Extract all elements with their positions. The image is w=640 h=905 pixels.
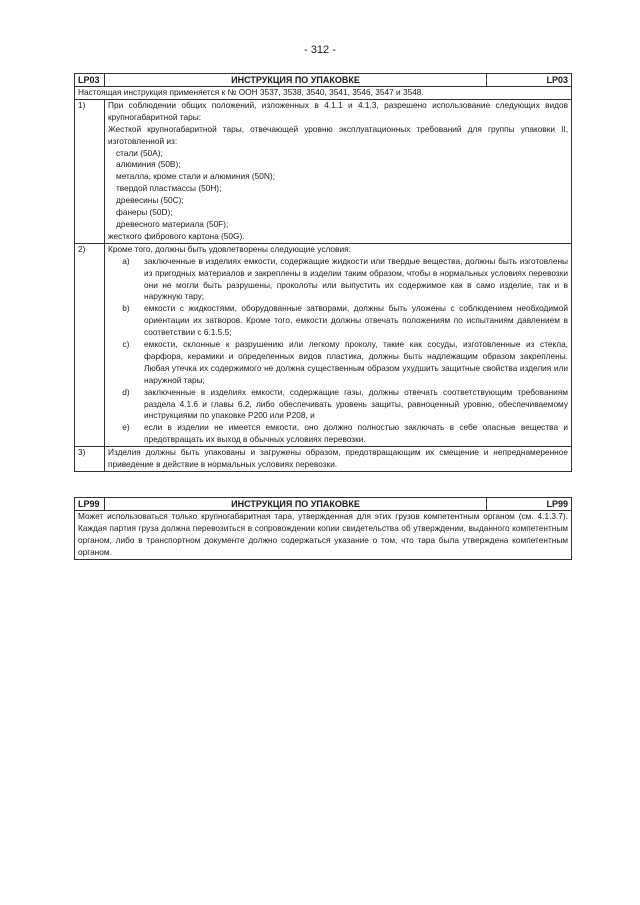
condition-text: емкости с жидкостями, оборудованные затворами, должны быть уложены с соблюдением необходимой ориентации их затворов. Кроме того, емкости должны отвечать положениям по испытаниям давлением в соответствии с 6.1.5.5;	[144, 303, 568, 338]
material-item: древесины (50C);	[116, 195, 184, 206]
lp99-code-left: LP99	[75, 498, 105, 511]
lp03-code-left: LP03	[75, 74, 105, 87]
lp99-body-row	[75, 511, 572, 560]
lp99-code-right: LP99	[487, 498, 572, 511]
condition-letter: b)	[122, 303, 130, 314]
condition-item	[108, 339, 568, 387]
condition-text: емкости, склонные к разрушению или легкому проколу, такие как сосуды, изготовленные из стекла, фарфора, керамики и определенных видов пластика, должны быть надлежащим образом закреплены. Любая утечка их содержимого не должна существенным образом ухудшить защитные свойства изделия или наружной тары;	[144, 339, 568, 385]
paragraph-body	[105, 99, 572, 243]
lp99-text: Может использоваться только крупногабаритная тара, утвержденная для этих грузов компетентным органом (см. 4.1.3.7). Каждая партия груза должна перевозиться в сопровождении копии свидетельства об утверждении, выданного компетентным органом, либо в транспортном документе должно содержаться указание о том, что тара была утверждена компетентным органом.	[75, 511, 572, 560]
lp99-header-row	[75, 498, 572, 511]
material-item: стали (50A);	[116, 147, 163, 158]
lp03-paragraph-1	[75, 99, 572, 243]
paragraph-text: Изделия должны быть упакованы и загружены образом, предотвращающим их смещение и непреднамеренное приведение в действие в нормальных условиях перевозки.	[105, 447, 572, 472]
condition-text: заключенные в изделиях емкости, содержащие жидкости или твердые вещества, должны быть изготовлены из пригодных материалов и закреплены в изделии таким образом, чтобы в нормальных условиях перевозки они не могли быть разрушены, проколоты или выпустить их содержимое как в само изделие, так и в наружную тару;	[144, 255, 568, 302]
lp99-title: ИНСТРУКЦИЯ ПО УПАКОВКЕ	[105, 498, 487, 511]
condition-text: если в изделии не имеется емкости, оно должно полностью заключать в себе опасные вещества и предотвращать их выход в обычных условиях перевозки.	[144, 422, 568, 445]
condition-item	[108, 387, 568, 423]
lp03-paragraph-2	[75, 243, 572, 446]
lp03-paragraph-3	[75, 447, 572, 472]
lp03-intro: Настоящая инструкция применяется к № ООН 3537, 3538, 3540, 3541, 3546, 3547 и 3548.	[75, 87, 572, 100]
material-item: металла, кроме стали и алюминия (50N);	[116, 171, 275, 182]
condition-item	[108, 303, 568, 339]
condition-item	[108, 422, 568, 446]
lp03-intro-row	[75, 87, 572, 100]
condition-letter: d)	[122, 386, 130, 397]
paragraph-number: 1)	[75, 99, 105, 243]
paragraph-text: При соблюдении общих положений, изложенных в 4.1.1 и 4.1.3, разрешено использование следующих видов крупногабаритной тары:	[108, 99, 568, 122]
material-item: жесткого фибрового картона (50G).	[108, 230, 245, 241]
paragraph-number: 2)	[75, 243, 105, 446]
paragraph-number: 3)	[75, 447, 105, 472]
material-item: фанеры (50D);	[116, 207, 173, 218]
condition-item	[108, 256, 568, 304]
lp03-title: ИНСТРУКЦИЯ ПО УПАКОВКЕ	[105, 74, 487, 87]
condition-letter: c)	[122, 339, 130, 350]
paragraph-body	[105, 243, 572, 446]
packing-instruction-lp99	[74, 497, 572, 560]
page-number: - 312 -	[304, 44, 336, 56]
condition-letter: e)	[122, 422, 130, 433]
paragraph-text: Кроме того, должны быть удовлетворены следующие условия:	[108, 243, 351, 254]
lp03-header-row	[75, 74, 572, 87]
material-item: древесного материала (50F);	[116, 218, 229, 229]
material-item: твердой пластмассы (50H);	[116, 183, 222, 194]
material-item: алюминия (50B);	[116, 159, 181, 170]
condition-letter: a)	[122, 255, 130, 266]
condition-text: заключенные в изделиях емкости, содержащие газы, должны отвечать соответствующим требованиям раздела 4.1.6 и главы 6.2, либо обеспечивать уровень защиты, равноценный уровню, обеспечиваемому инструкциями по упаковке P200 или P208, и	[144, 386, 568, 421]
paragraph-text-2: Жесткой крупногабаритной тары, отвечающей уровню эксплуатационных требований для группы упаковки II, изготовленной из:	[108, 123, 568, 146]
packing-instruction-lp03	[74, 73, 572, 472]
lp03-code-right: LP03	[487, 74, 572, 87]
